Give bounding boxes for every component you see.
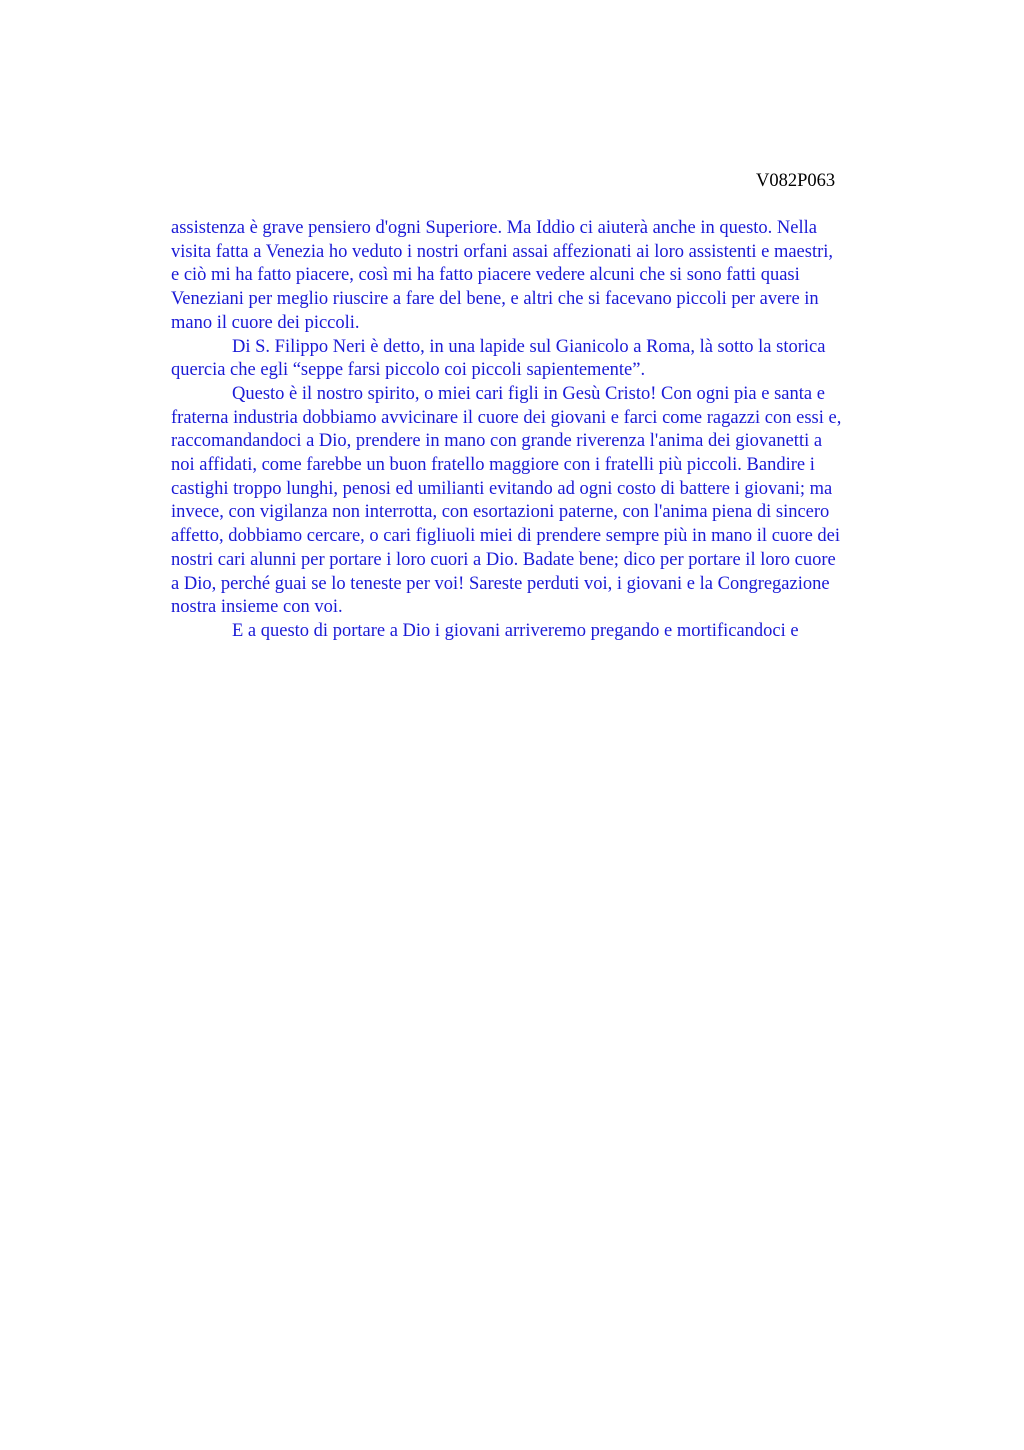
- text-line: affetto, dobbiamo cercare, o cari figliuoli miei di prendere sempre più in mano il cuore dei: [171, 526, 841, 547]
- text-line: invece, con vigilanza non interrotta, con esortazioni paterne, con l'anima piena di sincero: [171, 502, 830, 523]
- text-line: raccomandandoci a Dio, prendere in mano con grande riverenza l'anima dei giovanetti a: [171, 431, 823, 452]
- text-line: fraterna industria dobbiamo avvicinare il cuore dei giovani e farci come ragazzi con essi e,: [171, 407, 842, 428]
- text-line: Veneziani per meglio riuscire a fare del bene, e altri che si facevano piccoli per avere in: [171, 289, 819, 310]
- paragraph-start-line: Questo è il nostro spirito, o miei cari figli in Gesù Cristo! Con ogni pia e santa e: [232, 383, 825, 404]
- text-line: assistenza è grave pensiero d'ogni Superiore. Ma Iddio ci aiuterà anche in questo. Nella: [171, 218, 817, 238]
- text-line: quercia che egli “seppe farsi piccolo coi piccoli sapientemente”.: [171, 360, 646, 381]
- page-reference: V082P063: [756, 171, 836, 191]
- paragraph-start-line: Di S. Filippo Neri è detto, in una lapide sul Gianicolo a Roma, là sotto la storica: [232, 336, 826, 357]
- text-line: nostra insieme con voi.: [171, 597, 343, 618]
- text-line: visita fatta a Venezia ho veduto i nostri orfani assai affezionati ai loro assistenti e maestri,: [171, 241, 834, 262]
- text-line: mano il cuore dei piccoli.: [171, 312, 360, 333]
- text-line: noi affidati, come farebbe un buon fratello maggiore con i fratelli più piccoli. Bandire i: [171, 455, 815, 476]
- text-line: e ciò mi ha fatto piacere, così mi ha fatto piacere vedere alcuni che si sono fatti quasi: [171, 265, 800, 286]
- text-line: nostri cari alunni per portare i loro cuori a Dio. Badate bene; dico per portare il loro cuore: [171, 549, 836, 570]
- text-line: castighi troppo lunghi, penosi ed umilianti evitando ad ogni costo di battere i giovani; ma: [171, 478, 833, 499]
- text-line: a Dio, perché guai se lo teneste per voi! Sareste perduti voi, i giovani e la Congregazione: [171, 573, 830, 594]
- document-body: [171, 217, 931, 644]
- paragraph-start-line: E a questo di portare a Dio i giovani arriveremo pregando e mortificandoci e: [232, 620, 799, 641]
